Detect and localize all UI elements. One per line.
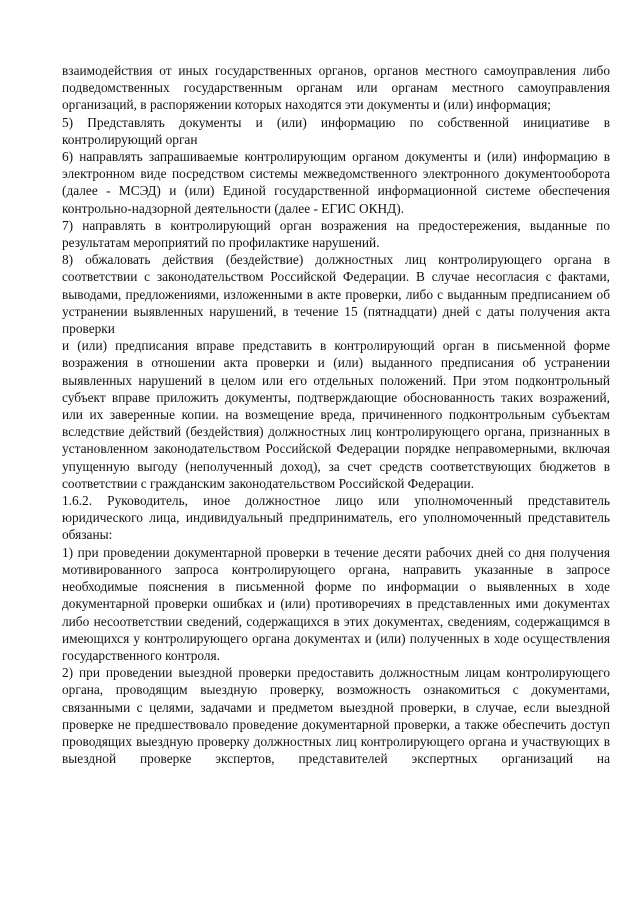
paragraph-section-1-6-2: 1.6.2. Руководитель, иное должностное лицо или уполномоченный представитель юридического лица, индивидуальный предприниматель, его уполномоченный представитель обязаны: xyxy=(62,493,610,543)
paragraph-item-5: 5) Представлять документы и (или) информацию по собственной инициативе в контролирующий орган xyxy=(62,114,610,147)
paragraph-item-8: 8) обжаловать действия (бездействие) должностных лиц контролирующего органа в соответствии с законодательством Российской Федерации. В случае несогласия с фактами, выводами, предложениями, изложенными в акте проверки, либо с выданным предписанием об устранении выявленных нарушений, в течение 15 (пятнадцати) дней с даты получения акта проверки xyxy=(62,252,610,337)
document-page xyxy=(62,62,610,767)
paragraph-item-6: 6) направлять запрашиваемые контролирующим органом документы и (или) информацию в электронном виде посредством системы межведомственного электронного документооборота (далее - МСЭД) и (или) Единой государственной информационной системе обеспечения контрольно-надзорной деятельности (далее - ЕГИС ОКНД). xyxy=(62,149,610,216)
paragraph-obligation-2: 2) при проведении выездной проверки предоставить должностным лицам контролирующего органа, проводящим выездную проверку, возможность ознакомиться с документами, связанными с целями, задачами и предметом выездной проверки, в случае, если выездной проверке не предшествовало проведение документарной проверки, а также обеспечить доступ проводящих выездную проверку должностных лиц контролирующего органа и участвующих в выездной проверке экспертов, представителей экспертных организаций на xyxy=(62,665,610,767)
paragraph-interaction-continuation: взаимодействия от иных государственных органов, органов местного самоуправления либо подведомственных государственным органам или органам местного самоуправления организаций, в распоряжении которых находятся эти документы и (или) информация; xyxy=(62,63,610,113)
paragraph-item-8-continuation: и (или) предписания вправе представить в контролирующий орган в письменной форме возражения в отношении акта проверки и (или) выданного предписания об устранении выявленных нарушений в целом или его отдельных положений. При этом подконтрольный субъект вправе приложить документы, подтверждающие обоснованность таких возражений, или их заверенные копии. на возмещение вреда, причиненного подконтрольным субъектам вследствие действий (бездействия) должностных лиц контролирующего органа, признанных в установленном законодательством Российской Федерации порядке неправомерными, включая упущенную выгоду (неполученный доход), за счет средств соответствующих бюджетов в соответствии с гражданским законодательством Российской Федерации. xyxy=(62,338,610,491)
paragraph-item-7: 7) направлять в контролирующий орган возражения на предостережения, выданные по результатам мероприятий по профилактике нарушений. xyxy=(62,217,610,251)
paragraph-obligation-1: 1) при проведении документарной проверки в течение десяти рабочих дней со дня получения мотивированного запроса контролирующего органа, направить указанные в запросе необходимые пояснения в письменной форме по информации о выявленных в ходе документарной проверки ошибках и (или) противоречиях в представленных ими документах либо несоответствии сведений, содержащихся в этих документах, сведениям, содержащимся в имеющихся у контролирующего органа документах и (или) полученных в ходе осуществления государственного контроля. xyxy=(62,544,610,663)
